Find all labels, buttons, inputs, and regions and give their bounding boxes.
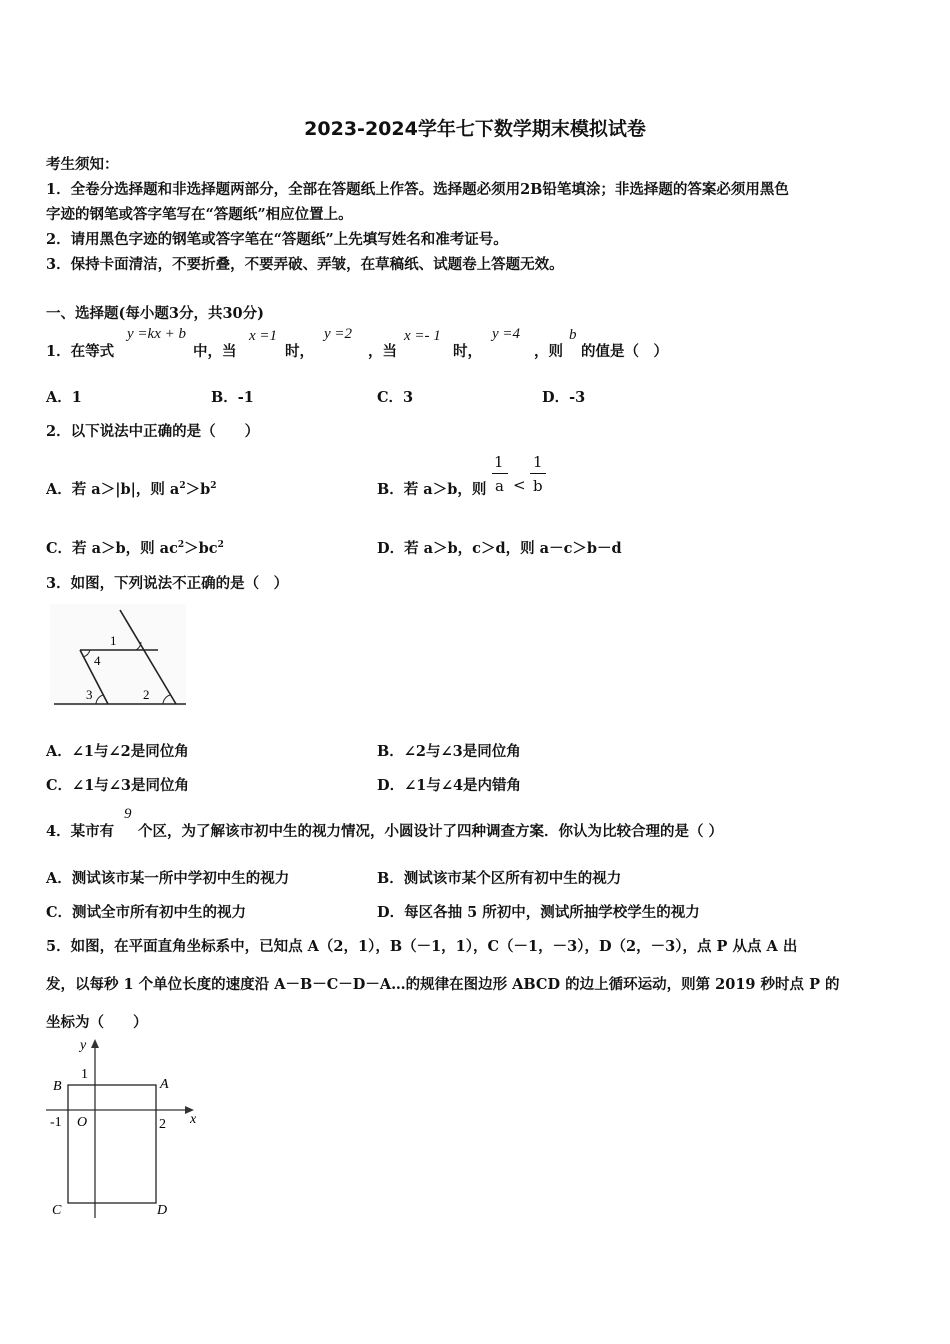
q3-option-a: A．∠1与∠2是同位角 [46, 743, 189, 760]
q2-frac-2-num: 1 [533, 453, 543, 471]
q1-text-6: ，则 [534, 343, 563, 360]
q5-label-neg1: -1 [50, 1115, 62, 1130]
q1-text-3: 时， [285, 343, 314, 360]
q5-label-c: C [52, 1203, 62, 1218]
q5-line-1: 5．如图，在平面直角坐标系中，已知点 A（2，1），B（－1，1），C（－1，－3），D（2，－3），点 P 从点 A 出 [46, 938, 798, 955]
q3-figure-bg [50, 604, 186, 706]
q2-option-d: D．若 a＞b，c＞d，则 a－c＞b－d [377, 540, 622, 557]
q5-label-origin: O [77, 1115, 88, 1130]
q5-label-one: 1 [81, 1067, 88, 1082]
q2-stem: 2．以下说法中正确的是（ ） [46, 423, 260, 440]
q3-label-1: 1 [110, 633, 117, 648]
q1-y2: y =4 [492, 326, 521, 342]
q5-y-arrow-icon [91, 1039, 99, 1048]
q2-option-b-text: B．若 a＞b，则 [377, 481, 487, 498]
q1-option-a: A．1 [46, 389, 82, 406]
q3-stem: 3．如图，下列说法不正确的是（ ） [46, 575, 289, 592]
q3-label-4: 4 [94, 653, 101, 668]
q5-label-d: D [157, 1203, 168, 1218]
q4-option-d: D．每区各抽 5 所初中，测试所抽学校学生的视力 [377, 904, 700, 921]
q4-option-a: A．测试该市某一所中学初中生的视力 [46, 870, 290, 887]
q5-label-y: y [80, 1038, 87, 1053]
q2-option-a: A．若 a＞|b|，则 $a^2>b^2$ [46, 481, 217, 498]
q1-b: b [569, 327, 577, 343]
section-heading: 一、选择题(每小题3分，共30分) [46, 305, 264, 322]
q1-option-d: D．-3 [542, 389, 586, 406]
q5-label-two: 2 [159, 1117, 166, 1132]
q2-frac-2-bar [530, 473, 546, 474]
q5-label-b: B [53, 1079, 62, 1094]
page-title: 2023-2024学年七下数学期末模拟试卷 [304, 118, 646, 140]
q3-label-2: 2 [143, 687, 150, 702]
q5-line-2: 发，以每秒 1 个单位长度的速度沿 A－B－C－D－A…的规律在图边形 ABCD 的边上循环运动，则第 2019 秒时点 P 的 [46, 976, 840, 993]
q1-option-b: B．-1 [211, 389, 254, 406]
q4-option-c: C．测试全市所有初中生的视力 [46, 904, 247, 921]
q2-less-than: < [513, 476, 526, 494]
q1-text-1: 1．在等式 [46, 343, 115, 360]
q4-number: 9 [124, 806, 132, 822]
q1-x2: x =- 1 [404, 328, 441, 344]
q1-text-5: 时， [453, 343, 482, 360]
q5-label-x: x [190, 1112, 197, 1127]
q5-rectangle-abcd [68, 1085, 156, 1203]
q2-option-c: C．若 a＞b，则 $ac^2>bc^2$ [46, 540, 224, 557]
notice-heading: 考生须知： [46, 156, 119, 173]
notice-line-2: 2．请用黑色字迹的钢笔或答字笔在“答题纸”上先填写姓名和准考证号。 [46, 231, 508, 248]
q1-text-7: 的值是（ ） [581, 343, 668, 360]
q2-frac-1-den: a [495, 477, 504, 495]
q2-frac-1-bar [492, 473, 508, 474]
q1-x1: x =1 [249, 328, 278, 344]
q5-line-3: 坐标为（ ） [46, 1014, 148, 1031]
notice-line-1b: 字迹的钢笔或答字笔写在“答题纸”相应位置上。 [46, 206, 353, 223]
q3-option-b: B．∠2与∠3是同位角 [377, 743, 521, 760]
q1-y1: y =2 [324, 326, 353, 342]
q3-label-3: 3 [86, 687, 93, 702]
q4-option-b: B．测试该市某个区所有初中生的视力 [377, 870, 622, 887]
q5-label-a: A [160, 1077, 169, 1092]
q1-text-4: ，当 [368, 343, 397, 360]
q1-option-c: C．3 [377, 389, 414, 406]
q1-equation: y =kx + b [127, 326, 186, 342]
q2-frac-2-den: b [533, 477, 543, 495]
notice-line-3: 3．保持卡面清洁，不要折叠，不要弄破、弄皱，在草稿纸、试题卷上答题无效。 [46, 256, 564, 273]
q4-text-1: 4．某市有 [46, 823, 115, 840]
q5-coordinate-figure [44, 1036, 206, 1220]
q4-text-2: 个区，为了解该市初中生的视力情况，小圆设计了四种调查方案．你认为比较合理的是（ ） [138, 823, 724, 840]
q1-text-2: 中，当 [193, 343, 237, 360]
q3-option-c: C．∠1与∠3是同位角 [46, 777, 190, 794]
q3-option-d: D．∠1与∠4是内错角 [377, 777, 522, 794]
q2-frac-1-num: 1 [494, 453, 504, 471]
q3-figure [50, 604, 190, 708]
notice-line-1: 1．全卷分选择题和非选择题两部分，全部在答题纸上作答。选择题必须用2B铅笔填涂；非选择题的答案必须用黑色 [46, 181, 789, 198]
